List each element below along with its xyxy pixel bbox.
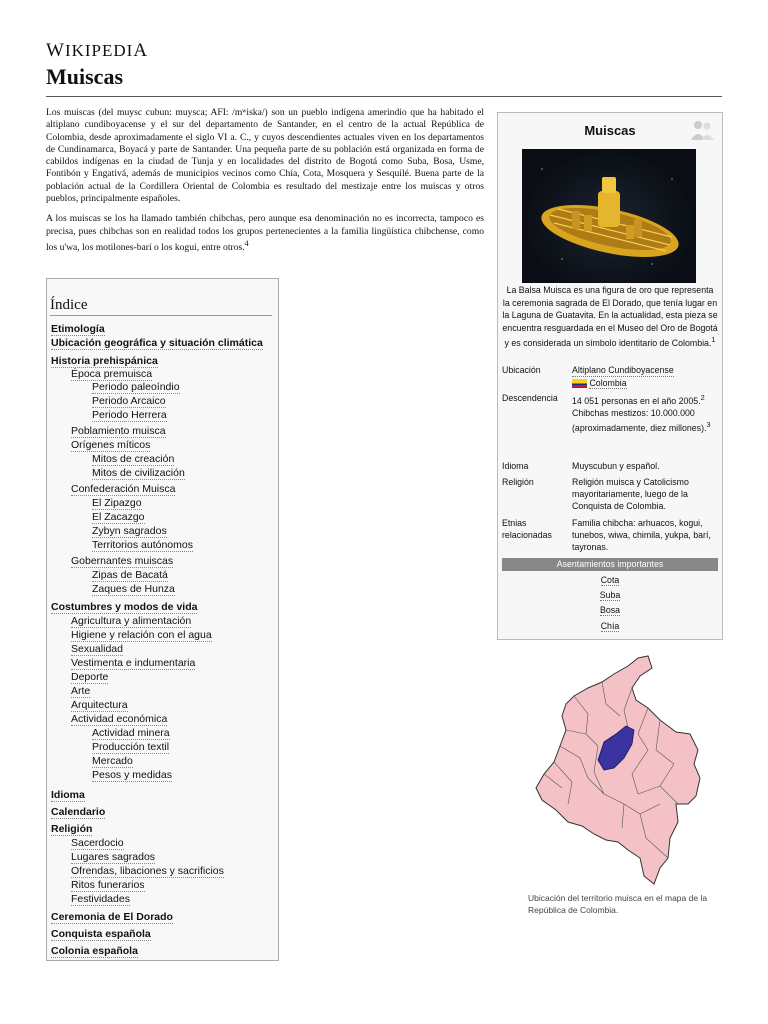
toc-item[interactable] [71,671,108,683]
map-caption: Ubicación del territorio muisca en el mapa de la República de Colombia. [528,893,708,915]
infobox-section-header: Asentamientos importantes [502,558,718,571]
toc-item[interactable] [92,409,167,421]
toc-item-label: Higiene y relación con el agua [71,629,212,641]
altiplano-link[interactable]: Altiplano Cundiboyacense [572,365,674,375]
toc-item-label: Territorios autónomos [92,539,193,551]
toc-item[interactable] [71,657,195,669]
toc-item[interactable] [51,601,197,613]
colombia-outline [536,656,700,884]
toc-item-label: Pesos y medidas [92,769,172,781]
toc-item[interactable] [92,453,174,465]
wikipedia-wordmark[interactable]: WIKIPEDIA [46,40,149,61]
toc-item-label: Sacerdocio [71,837,124,849]
infobox: Muiscas La Balsa Muisca es una figura de oro que representa la ceremonia sagrada de El Dorado, que tenía lugar en la Laguna de Guatavita. En la actualidad, esta pieza se encuentra resguardada en el Museo del Oro de Bogotá y es considerada un símbolo identitario de Colombia.$^1$ Ubicación Altiplano Cundiboyacense Colombia Descendencia 14 051 personas en el año 2005.$^2$ Chibchas mestizos: 10.000.000 (aproximadamente, diez millones).$^3$ Idioma Muyscubun y español. Religión Religión muisca y Catolicismo mayoritariamente, luego de la Conquista de Colombia. Etnias relacionadas Familia chibcha: arhuacos, kogui, tunebos, wiwa, chimila, yukpa, barí, tayronas. Asentamientos importantes Cota Suba Bosa Chía [497,112,723,640]
toc-item[interactable] [51,337,263,349]
toc-item-label: El Zacazgo [92,511,145,523]
colombia-link[interactable]: Colombia [589,378,627,388]
article-lead [46,107,484,262]
toc-item-label: Zybyn sagrados [92,525,167,537]
page-title: Muiscas [46,64,123,89]
toc-item-label: Zipas de Bacatá [92,569,168,581]
toc-item[interactable] [92,497,142,509]
toc-item[interactable] [71,837,124,849]
toc-item-label: Ceremonia de El Dorado [51,911,173,923]
toc-item-label: Sexualidad [71,643,123,655]
toc-item[interactable] [92,511,145,523]
toc-item[interactable] [92,583,175,595]
toc-item-label: Mitos de creación [92,453,175,465]
toc-item[interactable] [71,699,128,711]
toc-item-label: Producción textil [92,741,170,753]
toc-item[interactable] [71,685,90,697]
toc-item[interactable] [71,425,166,437]
infobox-title: Muiscas [584,123,636,138]
settlement-link[interactable]: Chía [600,621,620,631]
toc-item-label: Vestimenta e indumentaria [71,657,196,669]
infobox-image-caption: La Balsa Muisca es una figura de oro que representa la ceremonia sagrada de El Dorado, que tenía lugar en la Laguna de Guatavita. En la actualidad, esta pieza se encuentra resguardada en el Museo del Oro de Bogotá y es considerada un símbolo identitario de Colombia.$^1$ [502,285,718,349]
toc-item-label: Ubicación geográfica y situación climática [51,337,263,349]
toc-item-label: El Zipazgo [92,497,142,509]
toc-item[interactable] [92,525,167,537]
toc-item[interactable] [71,893,130,905]
toc-item-label: Zaques de Hunza [92,583,175,595]
toc-item-label: Etimología [51,323,105,335]
reference-link[interactable]: 2 [700,393,705,402]
toc-item-label: Orígenes míticos [71,439,151,451]
title-divider [46,96,722,97]
toc-item-label: Arquitectura [71,699,128,711]
toc-item-label: Colonia española [51,945,138,957]
toc-item-label: Conquista española [51,928,151,940]
lead-paragraph-2: A los muiscas se los ha llamado también chibchas, pero aunque esa denominación no es incorrecta, tampoco es precisa, pues chibchas son en realidad todos los grupos pertenecientes a la familia lingüística chibchense, como los u'wa, los motilones-barí o los kogui, entre otros.$^4$ [46,213,484,254]
toc-item[interactable] [71,615,191,627]
toc-item[interactable] [71,629,212,641]
toc-item[interactable] [92,569,168,581]
toc-item-label: Deporte [71,671,109,683]
settlement-link[interactable]: Bosa [599,605,621,615]
toc-item[interactable] [71,851,155,863]
toc-item[interactable] [51,806,105,818]
reference-link[interactable]: 4 [244,238,249,248]
toc-item-label: Calendario [51,806,106,818]
reference-link[interactable]: 1 [711,335,716,345]
table-of-contents [46,278,279,961]
toc-item[interactable] [51,789,85,801]
toc-item[interactable] [71,865,224,877]
toc-item[interactable] [92,727,170,739]
colombia-flag-icon [572,379,587,388]
toc-item[interactable] [71,879,145,891]
toc-item[interactable] [51,323,105,335]
people-icon [688,118,716,142]
lead-paragraph-1: Los muiscas (del muysc cubun: muysca; AFI: /mʷiska/) son un pueblo indígena amerindio que ha habitado el altiplano cundiboyacense y el sur del departamento de Santander, en el centro de la actual República de Colombia, desde aproximadamente el siglo VI a. C., y cuyos descendientes actuales viven en los departamentos de Cundinamarca, Boyacá y parte de Santander. Una pequeña parte de su población está organizada en forma de cabildos indígenas en la ciudad de Tunja y en localidades del distrito de Bogotá como Suba, Bosa, Usme, Fontibón y Engativá, además de municipios vecinos como Chía, Cota, Mosquera y Sesquilé. Buena parte de la población actual de la Cordillera Oriental de Colombia es resultado del mestizaje entre los muiscas y otros pueblos, principalmente españoles. [46,107,484,205]
toc-item-label: Idioma [51,789,85,801]
toc-item-label: Festividades [71,893,130,905]
toc-item-label: Mitos de civilización [92,467,185,479]
toc-item-label: Religión [51,823,93,835]
settlement-link[interactable]: Suba [599,590,621,600]
toc-divider [50,315,272,316]
toc-item[interactable] [92,741,169,753]
toc-item-label: Confederación Muisca [71,483,176,495]
toc-item-label: Arte [71,685,91,697]
toc-item-label: Mercado [92,755,133,767]
toc-item[interactable] [92,467,185,479]
toc-item[interactable] [51,928,151,940]
toc-item-label: Poblamiento muisca [71,425,166,437]
toc-item[interactable] [92,381,180,393]
toc-item-label: Ofrendas, libaciones y sacrificios [71,865,224,877]
toc-item[interactable] [71,555,173,567]
toc-item[interactable] [71,643,123,655]
toc-item-label: Periodo Arcaico [92,395,166,407]
balsa-muisca-image[interactable] [522,149,696,283]
toc-item-label: Costumbres y modos de vida [51,601,198,613]
colombia-map[interactable] [528,654,706,890]
toc-item-label: Lugares sagrados [71,851,156,863]
toc-item[interactable] [51,911,173,923]
toc-item[interactable] [51,355,158,367]
toc-item[interactable] [51,945,138,957]
toc-item-label: Ritos funerarios [71,879,145,891]
reference-link[interactable]: 3 [706,419,711,429]
toc-item-label: Periodo paleoíndio [92,381,180,393]
toc-item[interactable] [71,439,150,451]
toc-item-label: Gobernantes muiscas [71,555,174,567]
toc-item-label: Época premuisca [71,368,153,380]
toc-item[interactable] [71,483,175,495]
toc-item-label: Actividad económica [71,713,168,725]
toc-item[interactable] [92,395,166,407]
toc-item-label: Agricultura y alimentación [71,615,192,627]
toc-heading: Índice [50,297,88,313]
toc-item[interactable] [71,368,152,380]
settlement-link[interactable]: Cota [600,575,620,585]
toc-item-label: Historia prehispánica [51,355,158,367]
toc-item[interactable] [51,823,92,835]
toc-item[interactable] [92,539,193,551]
toc-item[interactable] [92,755,133,767]
toc-item-label: Periodo Herrera [92,409,167,421]
toc-item-label: Actividad minera [92,727,170,739]
gold-raft-illustration [522,149,696,283]
toc-item[interactable] [71,713,167,725]
toc-item[interactable] [92,769,172,781]
